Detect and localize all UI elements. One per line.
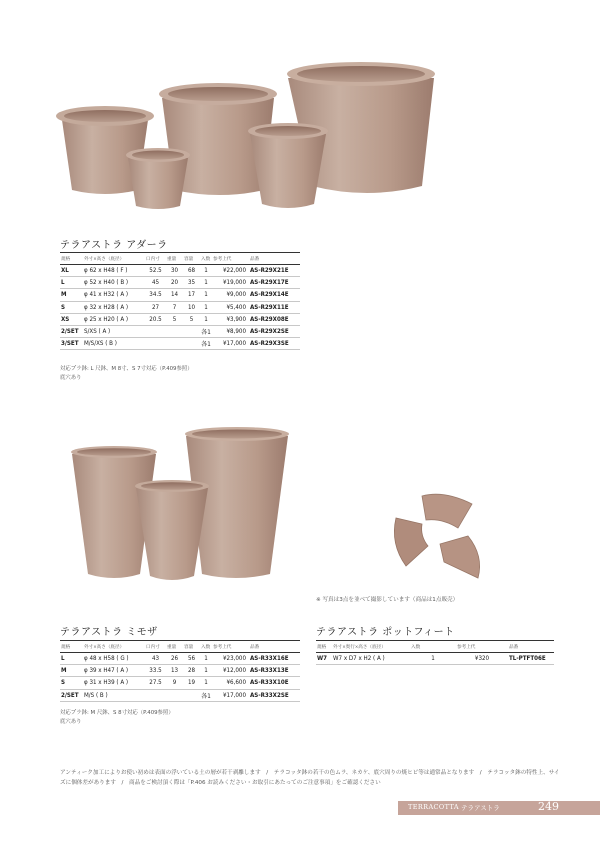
cell-weight: 9 [166, 677, 183, 689]
footer-series-label: TERRACOTTA [408, 803, 459, 811]
cell-code: AS-R33X2SE [249, 689, 300, 701]
cell-weight [166, 325, 183, 337]
cell-inner: 33.5 [145, 665, 166, 677]
cell-dimensions: φ 41 x H32 ( A ) [83, 289, 145, 301]
cell-inner: 27.5 [145, 677, 166, 689]
cell-code: AS-R29X11E [249, 301, 300, 313]
cell-qty: 1 [200, 265, 212, 277]
cell-qty: 1 [410, 653, 456, 665]
cell-inner [145, 689, 166, 701]
cell-capacity: 19 [183, 677, 200, 689]
cell-price: ¥17,000 [212, 689, 249, 701]
footer-product-name: テラアストラ [461, 804, 500, 812]
table-row [60, 301, 300, 313]
cell-price: ¥19,000 [212, 277, 249, 289]
header-code: 品番 [508, 641, 554, 653]
header-qty: 入数 [410, 641, 456, 653]
adara-note-drain-hole: 底穴あり [60, 375, 82, 381]
cell-weight: 20 [166, 277, 183, 289]
header-weight: 重量 [166, 253, 183, 265]
cell-capacity: 28 [183, 665, 200, 677]
table-header-row [316, 641, 554, 653]
adara-note-planter: 対応プラ鉢: L 尺鉢、M 8寸、S 7寸対応（P.409参照） [60, 366, 193, 372]
cell-code: AS-R29X17E [249, 277, 300, 289]
table-row [60, 665, 300, 677]
cell-capacity [183, 689, 200, 701]
cell-weight [166, 689, 183, 701]
header-qty: 入数 [200, 641, 212, 653]
cell-capacity: 5 [183, 313, 200, 325]
cell-price: ¥3,900 [212, 313, 249, 325]
pot-feet-photo-note: ※ 写真は3点を並べて撮影しています（商品は1点販売） [316, 597, 459, 603]
cell-dimensions: φ 48 x H58 ( G ) [83, 653, 145, 665]
cell-dimensions: φ 52 x H40 ( B ) [83, 277, 145, 289]
cell-dimensions: W7 x D7 x H2 ( A ) [332, 653, 410, 665]
header-price: 参考上代 [212, 253, 249, 265]
cell-weight: 5 [166, 313, 183, 325]
cell-qty: 1 [200, 301, 212, 313]
cell-inner: 20.5 [145, 313, 166, 325]
header-dimensions: 外寸×高さ（底径） [83, 253, 145, 265]
cell-inner: 45 [145, 277, 166, 289]
cell-price: ¥22,000 [212, 265, 249, 277]
cell-qty: 1 [200, 313, 212, 325]
cell-price: ¥23,000 [212, 653, 249, 665]
table-row [60, 338, 300, 350]
cell-inner [145, 338, 166, 350]
cell-inner: 43 [145, 653, 166, 665]
header-size: 規格 [60, 641, 83, 653]
table-row [60, 325, 300, 337]
header-price: 参考上代 [212, 641, 249, 653]
cell-qty: 各1 [200, 689, 212, 701]
cell-code: AS-R29X3SE [249, 338, 300, 350]
cell-dimensions: φ 39 x H47 ( A ) [83, 665, 145, 677]
cell-capacity: 10 [183, 301, 200, 313]
cell-capacity: 35 [183, 277, 200, 289]
adara-pots-photo [50, 58, 460, 218]
header-dimensions: 外寸×高さ（底径） [83, 641, 145, 653]
table-row [60, 313, 300, 325]
table-row [316, 653, 554, 665]
cell-weight: 26 [166, 653, 183, 665]
cell-price: ¥9,000 [212, 289, 249, 301]
cell-size: L [60, 277, 83, 289]
cell-size: 2/SET [60, 689, 83, 701]
table-row [60, 289, 300, 301]
table-row [60, 653, 300, 665]
footer-bar [398, 801, 600, 815]
cell-dimensions: φ 32 x H28 ( A ) [83, 301, 145, 313]
header-price: 参考上代 [456, 641, 508, 653]
cell-size: M [60, 289, 83, 301]
cell-dimensions: φ 62 x H48 ( F ) [83, 265, 145, 277]
footer-care-note: アンティーク加工によりお使い初めは表面の浮いている土の層が若干剥離します / テラコッタ鉢の若干の色ムラ、ネカケ、底穴周りの焼ヒビ等は通常品となります / テラコッタ鉢の特性上、サイズに個体差があります / 商品をご検討頂く際は「P.406 お読みください・お取引にあたってのご注意事項」をご確認ください [60, 770, 560, 786]
cell-price: ¥5,400 [212, 301, 249, 313]
cell-weight: 30 [166, 265, 183, 277]
cell-price: ¥6,600 [212, 677, 249, 689]
table-row [60, 677, 300, 689]
cell-code: TL-PTFT06E [508, 653, 554, 665]
header-dimensions: 外寸×奥行×高さ（底径） [332, 641, 410, 653]
mimosa-pots-photo [66, 426, 296, 586]
cell-size: XS [60, 313, 83, 325]
cell-capacity [183, 325, 200, 337]
header-inner: 口内寸 [145, 641, 166, 653]
potfeet-title: テラアストラ ポットフィート [316, 627, 455, 638]
cell-size: 2/SET [60, 325, 83, 337]
cell-weight: 7 [166, 301, 183, 313]
potfeet-spec-table [316, 640, 554, 665]
cell-qty: 1 [200, 289, 212, 301]
cell-size: W7 [316, 653, 332, 665]
cell-price: ¥17,000 [212, 338, 249, 350]
cell-dimensions: S/XS ( A ) [83, 325, 145, 337]
table-row [60, 265, 300, 277]
mimosa-note-planter: 対応プラ鉢: M 尺鉢、S 8寸対応（P.409参照） [60, 710, 174, 716]
header-code: 品番 [249, 253, 300, 265]
cell-code: AS-R29X21E [249, 265, 300, 277]
header-weight: 重量 [166, 641, 183, 653]
cell-size: M [60, 665, 83, 677]
header-capacity: 容量 [183, 641, 200, 653]
cell-price: ¥8,900 [212, 325, 249, 337]
cell-code: AS-R29X08E [249, 313, 300, 325]
mimosa-title: テラアストラ ミモザ [60, 627, 158, 638]
adara-title: テラアストラ アダーラ [60, 240, 168, 251]
cell-inner: 27 [145, 301, 166, 313]
table-header-row [60, 253, 300, 265]
cell-size: S [60, 677, 83, 689]
header-capacity: 容量 [183, 253, 200, 265]
cell-size: XL [60, 265, 83, 277]
header-qty: 入数 [200, 253, 212, 265]
header-size: 規格 [60, 253, 83, 265]
adara-spec-table [60, 252, 300, 350]
cell-code: AS-R33X16E [249, 653, 300, 665]
cell-size: 3/SET [60, 338, 83, 350]
cell-capacity [183, 338, 200, 350]
pot-feet-photo [384, 488, 488, 584]
cell-qty: 1 [200, 665, 212, 677]
cell-size: S [60, 301, 83, 313]
cell-dimensions: φ 31 x H39 ( A ) [83, 677, 145, 689]
cell-code: AS-R29X14E [249, 289, 300, 301]
cell-qty: 1 [200, 677, 212, 689]
cell-weight [166, 338, 183, 350]
cell-capacity: 68 [183, 265, 200, 277]
cell-price: ¥12,000 [212, 665, 249, 677]
cell-dimensions: M/S ( B ) [83, 689, 145, 701]
table-row [60, 277, 300, 289]
cell-weight: 14 [166, 289, 183, 301]
cell-code: AS-R29X2SE [249, 325, 300, 337]
header-inner: 口内寸 [145, 253, 166, 265]
cell-code: AS-R33X10E [249, 677, 300, 689]
cell-qty: 各1 [200, 325, 212, 337]
page-number: 249 [538, 800, 559, 813]
cell-code: AS-R33X13E [249, 665, 300, 677]
cell-capacity: 17 [183, 289, 200, 301]
table-row [60, 689, 300, 701]
cell-inner [145, 325, 166, 337]
cell-price: ¥320 [456, 653, 508, 665]
mimosa-spec-table [60, 640, 300, 702]
cell-inner: 52.5 [145, 265, 166, 277]
cell-qty: 1 [200, 277, 212, 289]
cell-dimensions: φ 25 x H20 ( A ) [83, 313, 145, 325]
cell-inner: 34.5 [145, 289, 166, 301]
cell-weight: 13 [166, 665, 183, 677]
header-size: 規格 [316, 641, 332, 653]
table-header-row [60, 641, 300, 653]
cell-dimensions: M/S/XS ( B ) [83, 338, 145, 350]
cell-qty: 1 [200, 653, 212, 665]
cell-capacity: 56 [183, 653, 200, 665]
header-code: 品番 [249, 641, 300, 653]
cell-qty: 各1 [200, 338, 212, 350]
cell-size: L [60, 653, 83, 665]
mimosa-note-drain-hole: 底穴あり [60, 719, 82, 725]
